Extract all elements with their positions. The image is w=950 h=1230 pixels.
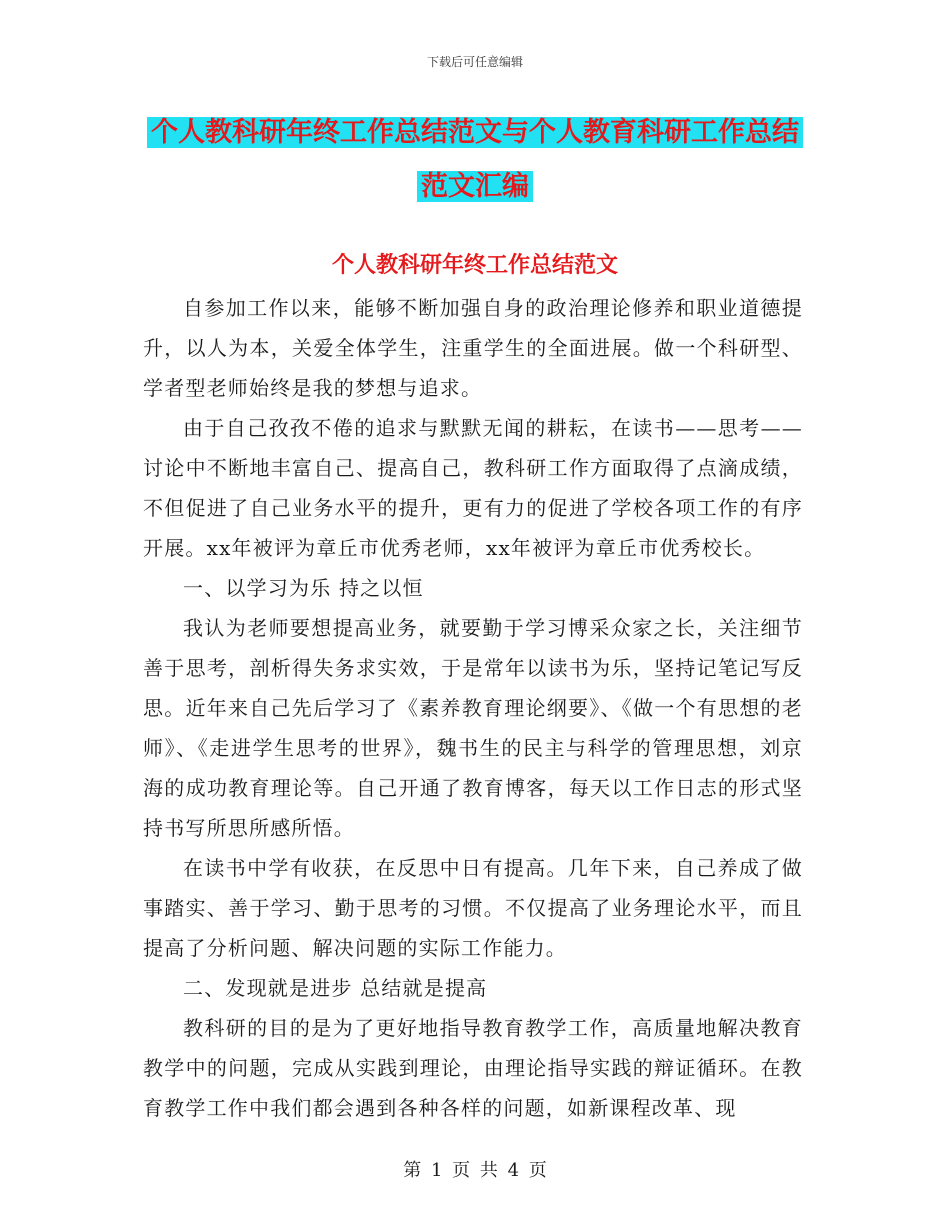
- page-header-note: 下载后可任意编辑: [426, 55, 523, 69]
- paragraph: 自参加工作以来，能够不断加强自身的政治理论修养和职业道德提升，以人为本，关爱全体学生，注重学生的全面进展。做一个科研型、学者型老师始终是我的梦想与追求。: [143, 296, 803, 400]
- document-title-text: 个人教科研年终工作总结范文与个人教育科研工作总结范文汇编: [147, 117, 803, 202]
- page-number: 第 1 页 共 4 页: [403, 1160, 547, 1181]
- subheading: 一、以学习为乐 持之以恒: [183, 576, 424, 600]
- paragraph: 由于自己孜孜不倦的追求与默默无闻的耕耘，在读书——思考——讨论中不断地丰富自己、提高自己，教科研工作方面取得了点滴成绩，不但促进了自己业务水平的提升，更有力的促进了学校各项工作的有序开展。xx年被评为章丘市优秀老师，xx年被评为章丘市优秀校长。: [143, 416, 803, 560]
- paragraph: 教科研的目的是为了更好地指导教育教学工作，高质量地解决教育教学中的问题，完成从实践到理论，由理论指导实践的辩证循环。在教育教学工作中我们都会遇到各种各样的问题，如新课程改革、现: [143, 1016, 803, 1120]
- subheading: 二、发现就是进步 总结就是提高: [183, 976, 488, 1000]
- paragraph: 在读书中学有收获，在反思中日有提高。几年下来，自己养成了做事踏实、善于学习、勤于思考的习惯。不仅提高了业务理论水平，而且提高了分析问题、解决问题的实际工作能力。: [143, 856, 803, 960]
- section-title: 个人教科研年终工作总结范文: [331, 253, 618, 278]
- paragraph: 我认为老师要想提高业务，就要勤于学习博采众家之长，关注细节善于思考，剖析得失务求实效，于是常年以读书为乐，坚持记笔记写反思。近年来自己先后学习了《素养教育理论纲要》、《做一个有思想的老师》、《走进学生思考的世界》，魏书生的民主与科学的管理思想，刘京海的成功教育理论等。自己开通了教育博客，每天以工作日志的形式坚持书写所思所感所悟。: [143, 616, 803, 840]
- document-title: [140, 106, 810, 214]
- document-body: [143, 288, 803, 1128]
